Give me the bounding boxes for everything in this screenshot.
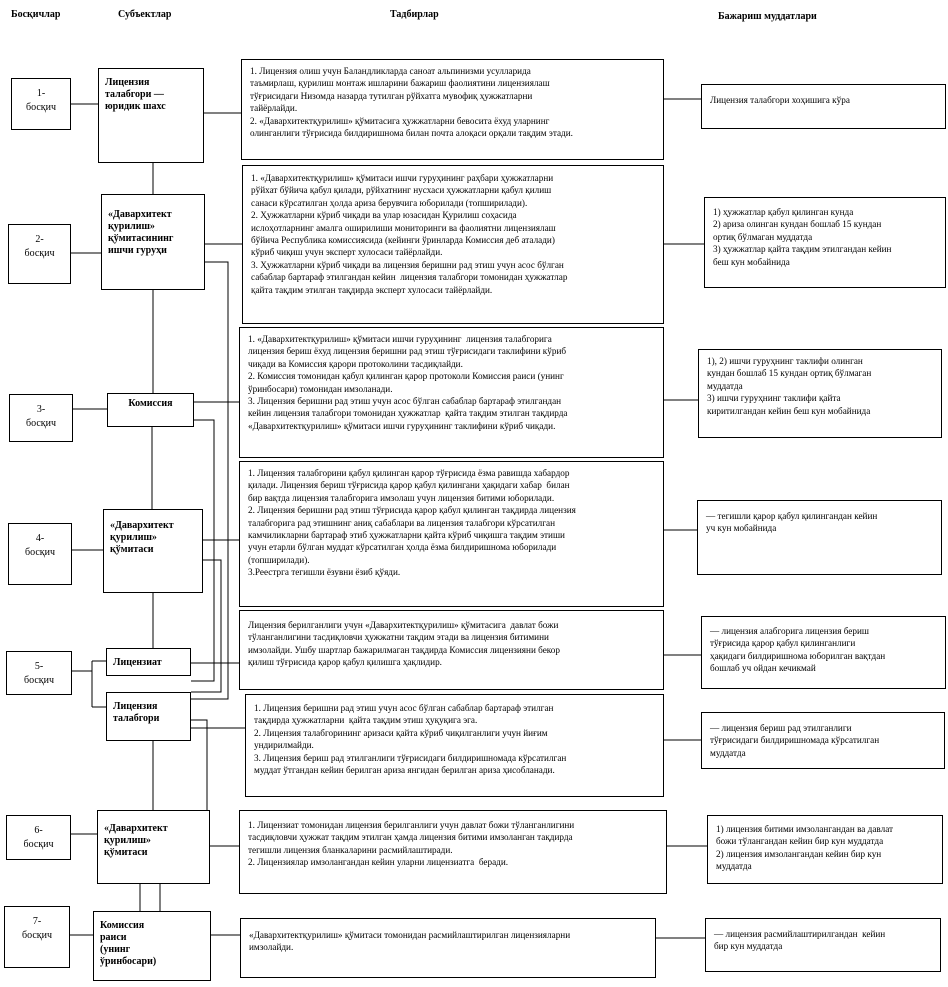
stage-label: босқич [23,839,54,850]
subject-1-applicant: Лицензия талабгори — юридик шахс [98,68,204,163]
stage-number: 4- [35,533,45,544]
subject-2-working-group: «Давархитект қурилиш» қўмитасининг ишчи гуруҳи [101,194,205,290]
stage-number: 7- [32,916,42,927]
header-actions: Тадбирлар [390,9,439,20]
term-1-box: Лицензия талабгори хоҳишига кўра [701,84,946,129]
stage-number: 1- [36,88,46,99]
stage-5-box [6,651,72,695]
stage-4-box [8,523,72,585]
stage-number: 3- [36,404,46,415]
stage-7-box [4,906,70,968]
term-2-box: 1) ҳужжатлар қабул қилинган кунда 2) ариза олинган кундан бошлаб 15 кундан ортиқ бўлмаган муддатда 3) ҳужжатлар қайта тақдим этилгандан кейин беш кун мобайнида [704,197,946,288]
stage-1-box [11,78,71,130]
subject-4-committee: «Давархитект қурилиш» қўмитаси [103,509,203,593]
term-6-box: 1) лицензия битими имзолангандан ва давлат божи тўлангандан кейин бир кун муддатда 2) лицензия имзолангандан кейин бир кун муддатда [707,815,943,884]
subject-5-licensee: Лицензиат [106,648,191,676]
action-2-box: 1. «Давархитектқурилиш» қўмитаси ишчи гуруҳининг раҳбари ҳужжатларни рўйхат бўйича қабул қилади, рўйхатнинг нусхаси ҳужжатларни қабул қилиш санаси кўрсатилган ҳолда ариза берувчига юборилади (топширилади). 2. Ҳужжатларни кўриб чиқади ва улар юзасидан Қурилиш соҳасида ислоҳотларнинг амалга оширилиши мониторинги ва фаолиятни лицензиялаш бўйича Республика комиссиясида (кейинги ўринларда Комиссия деб аталади) кўриб чиқиш учун эксперт хулосаси тайёрлайди. 3. Ҳужжатларни кўриб чиқади ва лицензия беришни рад этиш учун асос бўлган сабаблар бартараф этилгандан кейин лицензия талабгори томонидан ҳужжатлар қайта тақдим этилган тақдирда эксперт хулосаси тайёрлайди. [242,165,664,324]
term-7-box: — лицензия расмийлаштирилгандан кейин бир кун муддатда [705,918,941,972]
stage-3-box [9,394,73,442]
header-stages: Босқичлар [11,9,61,20]
stage-label: босқич [23,675,54,686]
action-5-applicant-box: 1. Лицензия беришни рад этиш учун асос бўлган сабаблар бартараф этилган тақдирда ҳужжатларни қайта тақдим этиш ҳуқуқига эга. 2. Лицензия талабгорининг аризаси қайта кўриб чиқилганлиги учун йиғим ундирилмайди. 3. Лицензия бериш рад этилганлиги тўғрисидаги билдиришномада кўрсатилган муддат ўтгандан кейин берилган ариза янгидан берилган ариза ҳисобланади. [245,694,664,797]
stage-number: 5- [34,661,44,672]
action-4-box: 1. Лицензия талабгорини қабул қилинган қарор тўғрисида ёзма равишда хабардор қилади. Лицензия бериш тўғрисида қарор қабул қилингани ҳақидаги хабар билан бир вақтда лицензия талабгорига имзолаш учун лицензия битими юборилади. 2. Лицензия беришни рад этиш тўғрисида қарор қабул қилинган тақдирда лицензия талабгорига рад этишнинг аниқ сабаблари ва лицензия талабгори кўрсатилган камчиликларни бартараф этиб ҳужжатларни қайта кўриб чиқишга тақдим этиши учун етарли бўлган муддат кўрсатилган ҳолда ёзма билдиришнома юборилади (топширилади). 3.Реестрга тегишли ёзувни ёзиб қўяди. [239,461,664,607]
term-3-box: 1), 2) ишчи гуруҳнинг таклифи олинган кундан бошлаб 15 кундан ортиқ бўлмаган муддатда 3) ишчи гуруҳнинг таклифи қайта киритилгандан кейин беш кун мобайнида [698,349,942,438]
stage-label: босқич [25,418,56,429]
term-5-licensee-box: — лицензия алабгорига лицензия бериш тўғрисида қарор қабул қилинганлиги ҳақидаги билдиришнома юборилган вақтдан бошлаб уч ойдан кечикмай [701,616,946,689]
term-4-box: — тегишли қарор қабул қилингандан кейин уч кун мобайнида [697,500,942,575]
stage-2-box [8,224,71,284]
subject-5-applicant: Лицензия талабгори [106,692,191,741]
stage-label: босқич [21,930,52,941]
term-5-applicant-box: — лицензия бериш рад этилганлиги тўғрисидаги билдиришномада кўрсатилган муддатда [701,712,945,769]
stage-label: босқич [25,102,56,113]
stage-6-box [6,815,71,860]
subject-3-commission: Комиссия [107,393,194,427]
header-subjects: Субъектлар [118,9,172,20]
stage-number: 6- [34,825,43,836]
stage-number: 2- [35,234,44,245]
stage-label: босқич [24,547,55,558]
subject-6-committee: «Давархитект қурилиш» қўмитаси [97,810,210,884]
action-5-licensee-box: Лицензия берилганлиги учун «Давархитектқурилиш» қўмитасига давлат божи тўланганлигини тасдиқловчи ҳужжатни тақдим этади ва лицензия битимини имзолайди. Ушбу шартлар бажарилмаган тақдирда Комиссия лицензияни бекор қилиш тўғрисида қарор қабул қилишга ҳақлидир. [239,610,664,690]
action-7-box: «Давархитектқурилиш» қўмитаси томонидан расмийлаштирилган лицензияларни имзолайди. [240,918,656,978]
action-3-box: 1. «Давархитектқурилиш» қўмитаси ишчи гуруҳининг лицензия талабгорига лицензия бериш ёхуд лицензия беришни рад этиш тўғрисидаги таклифини кўриб чиқади ва Комиссия қарори протоколини тасдиқлайди. 2. Комиссия томонидан қабул қилинган қарор протоколи Комиссия раиси (унинг ўринбосари) томонидан имзоланади. 3. Лицензия беришни рад этиш учун асос бўлган сабаблар бартараф этилгандан кейин лицензия талабгори томонидан ҳужжатлар қайта тақдим этилган тақдирда «Давархитектқурилиш» қўмитаси ишчи гуруҳининг таклифини кўриб чиқади. [239,327,664,458]
action-1-box: 1. Лицензия олиш учун Баландликларда саноат альпинизми усулларида таъмирлаш, қурилиш монтаж ишларини бажариш фаолиятини лицензиялаш тўғрисидаги Низомда назарда тутилган рўйхатга мувофиқ ҳужжатларни тайёрлайди. 2. «Давархитектқурилиш» қўмитасига ҳужжатларни бевосита ёхуд уларнинг олинганлиги тўғрисида билдиришнома билан почта алоқаси орқали тақдим этади. [241,59,664,160]
subject-7-commission-chairman: Комиссия раиси (унинг ўринбосари) [93,911,211,981]
header-terms: Бажариш муддатлари [718,11,817,22]
connector-line [191,262,228,699]
stage-label: босқич [24,248,55,259]
action-6-box: 1. Лицензиат томонидан лицензия берилганлиги учун давлат божи тўланганлигини тасдиқловчи ҳужжат тақдим этилган ҳамда лицензия битими имзоланган тақдирда тегишли лицензия бланкаларини расмийлаштиради. 2. Лицензиялар имзолангандан кейин уларни лицензиатга беради. [239,810,667,894]
